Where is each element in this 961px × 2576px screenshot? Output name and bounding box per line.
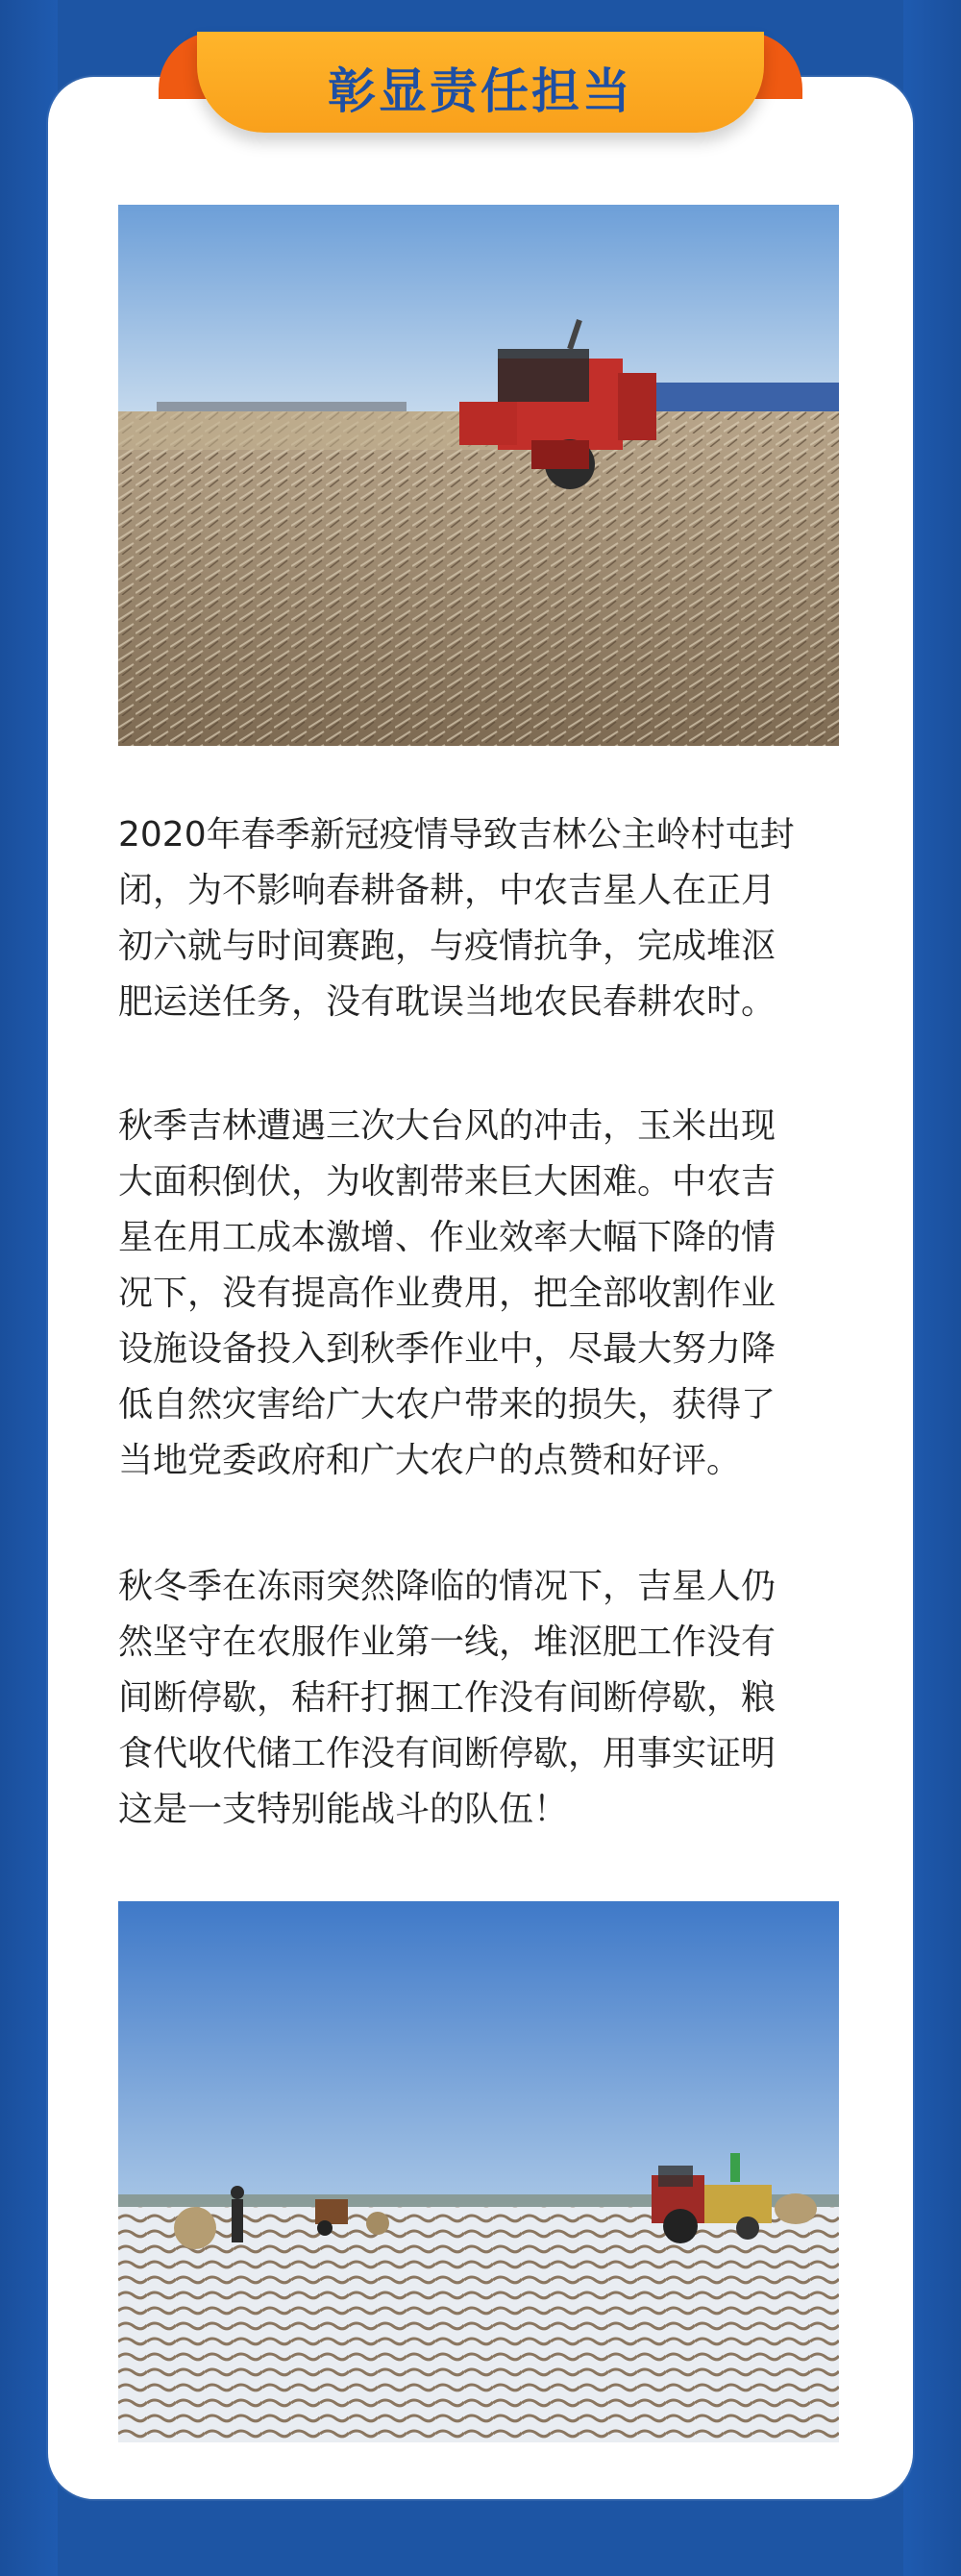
page-title: 彰显责任担当 (328, 63, 633, 119)
harvester-photo (118, 205, 839, 746)
header-banner (159, 32, 802, 137)
article-paragraph-2: 秋季吉林遭遇三次大台风的冲击，玉米出现 大面积倒伏，为收割带来巨大困难。中农吉 星在用工成本激增、作业效率大幅下降的情 况下，没有提高作业费用，把全部收割作业 设施设备投入到秋季作业中，尽最大努力降 低自然灾害给广大农户带来的损失，获得了 当地党委政府和广大农户的点赞和好评。 (118, 1106, 776, 1480)
banner-body (197, 32, 764, 133)
tractor-baler-photo (118, 1901, 839, 2442)
article-paragraph-3: 秋冬季在冻雨突然降临的情况下，吉星人仍 然坚守在农服作业第一线，堆沤肥工作没有 间断停歇，秸秆打捆工作没有间断停歇，粮 食代收代储工作没有间断停歇，用事实证明 这是一支特别能战斗的队伍！ (118, 1567, 776, 1829)
tractor-baler-photo-icon (118, 1901, 839, 2442)
harvester-photo-icon (118, 205, 839, 746)
article-paragraph-1: 2020年春季新冠疫情导致吉林公主岭村屯封 闭，为不影响春耕备耕，中农吉星人在正月 初六就与时间赛跑，与疫情抗争，完成堆沤 肥运送任务，没有耽误当地农民春耕农时。 (118, 815, 795, 1022)
